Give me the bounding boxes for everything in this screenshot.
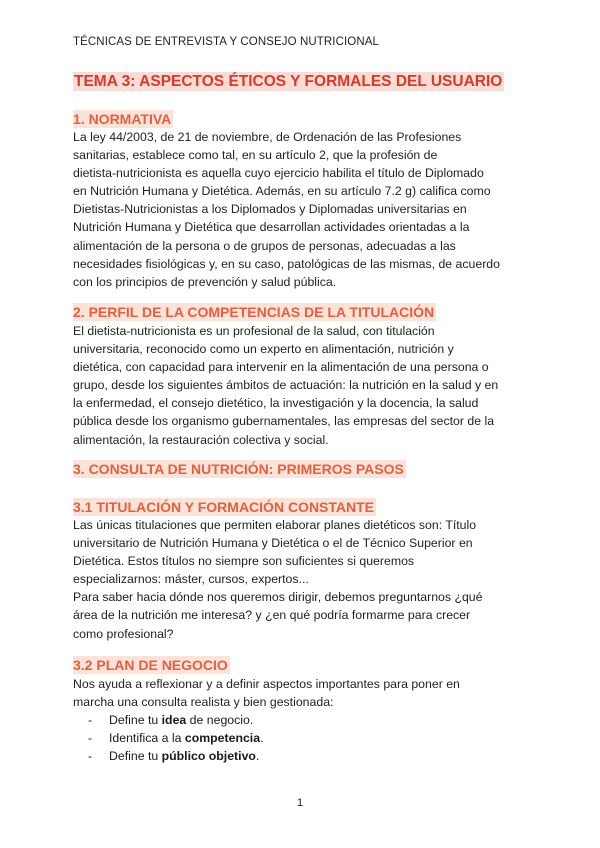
bullet-dash: -	[88, 713, 93, 727]
list-item-text: Define tu	[109, 713, 162, 727]
text-line: La ley 44/2003, de 21 de noviembre, de Ordenación de las Profesiones	[73, 130, 462, 144]
page-number: 1	[296, 797, 304, 809]
text-line: sanitarias, establece como tal, en su artículo 2, que la profesión de	[73, 148, 438, 163]
text-line: alimentación de la persona o de grupos de personas, adecuadas a las	[73, 238, 456, 253]
text-line: Dietistas-Nutricionistas a los Diplomados y Diplomadas universitarias en	[73, 202, 467, 217]
text-line: Para saber hacia dónde nos queremos dirigir, debemos preguntarnos ¿qué	[73, 590, 483, 605]
list-item	[73, 747, 264, 765]
text-line: como profesional?	[73, 626, 174, 641]
list-item-text: .	[260, 731, 264, 745]
section-heading-perfil: 2. PERFIL DE LA COMPETENCIAS DE LA TITULACIÓN	[73, 304, 435, 320]
running-header: TÉCNICAS DE ENTREVISTA Y CONSEJO NUTRICIONAL	[73, 36, 380, 48]
section-heading-titulacion: 3.1 TITULACIÓN Y FORMACIÓN CONSTANTE	[73, 499, 375, 515]
section-heading-plan: 3.2 PLAN DE NEGOCIO	[73, 657, 228, 673]
paragraph-normativa	[73, 128, 533, 291]
list-item-text: Identifica a la	[109, 731, 185, 745]
bullet-dash: -	[88, 749, 93, 763]
text-line: con los principios de prevención y salud pública.	[73, 274, 337, 289]
text-line: alimentación, la restauración colectiva y social.	[73, 432, 329, 447]
plan-list	[73, 711, 264, 765]
text-line: universitario de Nutrición Humana y Dietética o el de Técnico Superior en	[73, 536, 473, 551]
text-line: Nos ayuda a reflexionar y a definir aspectos importantes para poner en	[73, 677, 460, 691]
list-item-text: .	[255, 749, 260, 763]
bullet-dash: -	[88, 731, 93, 745]
text-line: Dietética. Estos títulos no siempre son suficientes si queremos	[73, 554, 415, 569]
text-line: especializarnos: máster, cursos, expertos...	[73, 572, 309, 587]
text-line: grupo, desde los siguientes ámbitos de actuación: la nutrición en la salud y en	[73, 378, 499, 393]
text-line: Nutrición Humana y Dietética que desarrollan actividades orientadas a la	[73, 220, 470, 235]
text-line: en Nutrición Humana y Dietética. Además, en su artículo 7.2 g) califica como	[73, 184, 491, 199]
section-heading-normativa: 1. NORMATIVA	[73, 111, 172, 127]
paragraph-plan	[73, 675, 533, 711]
text-line: Las únicas titulaciones que permiten elaborar planes dietéticos son: Título	[73, 518, 477, 532]
list-item-text: de negocio.	[186, 713, 254, 727]
page-title: TEMA 3: ASPECTOS ÉTICOS Y FORMALES DEL USUARIO	[74, 73, 503, 90]
paragraph-titulacion	[73, 516, 533, 643]
text-line: pública desde los organismo gubernamentales, las empresas del sector de la	[73, 414, 495, 429]
text-line: la enfermedad, el consejo dietético, la investigación y la docencia, la salud	[73, 396, 479, 411]
text-line: marcha una consulta realista y bien gestionada:	[73, 695, 334, 710]
section-heading-consulta: 3. CONSULTA DE NUTRICIÓN: PRIMEROS PASOS	[73, 461, 404, 477]
text-line: dietética, con capacidad para intervenir en la alimentación de una persona o	[73, 360, 489, 375]
list-item	[73, 711, 264, 729]
list-item-emphasis: idea	[161, 713, 187, 727]
text-line: dietista-nutricionista es aquella cuyo ejercicio habilita el título de Diplomado	[73, 166, 484, 181]
text-line: área de la nutrición me interesa? y ¿en qué podría formarme para crecer	[73, 608, 471, 623]
list-item-text: Define tu	[109, 749, 162, 763]
text-line: El dietista-nutricionista es un profesional de la salud, con titulación	[73, 324, 435, 338]
list-item-emphasis: competencia	[184, 731, 261, 745]
list-item-emphasis: público objetivo	[161, 749, 256, 763]
list-item	[73, 729, 264, 747]
text-line: necesidades fisiológicas y, en su caso, patológicas de las mismas, de acuerdo	[73, 256, 500, 271]
text-line: universitaria, reconocido como un experto en alimentación, nutrición y	[73, 342, 454, 357]
paragraph-perfil	[73, 322, 533, 449]
